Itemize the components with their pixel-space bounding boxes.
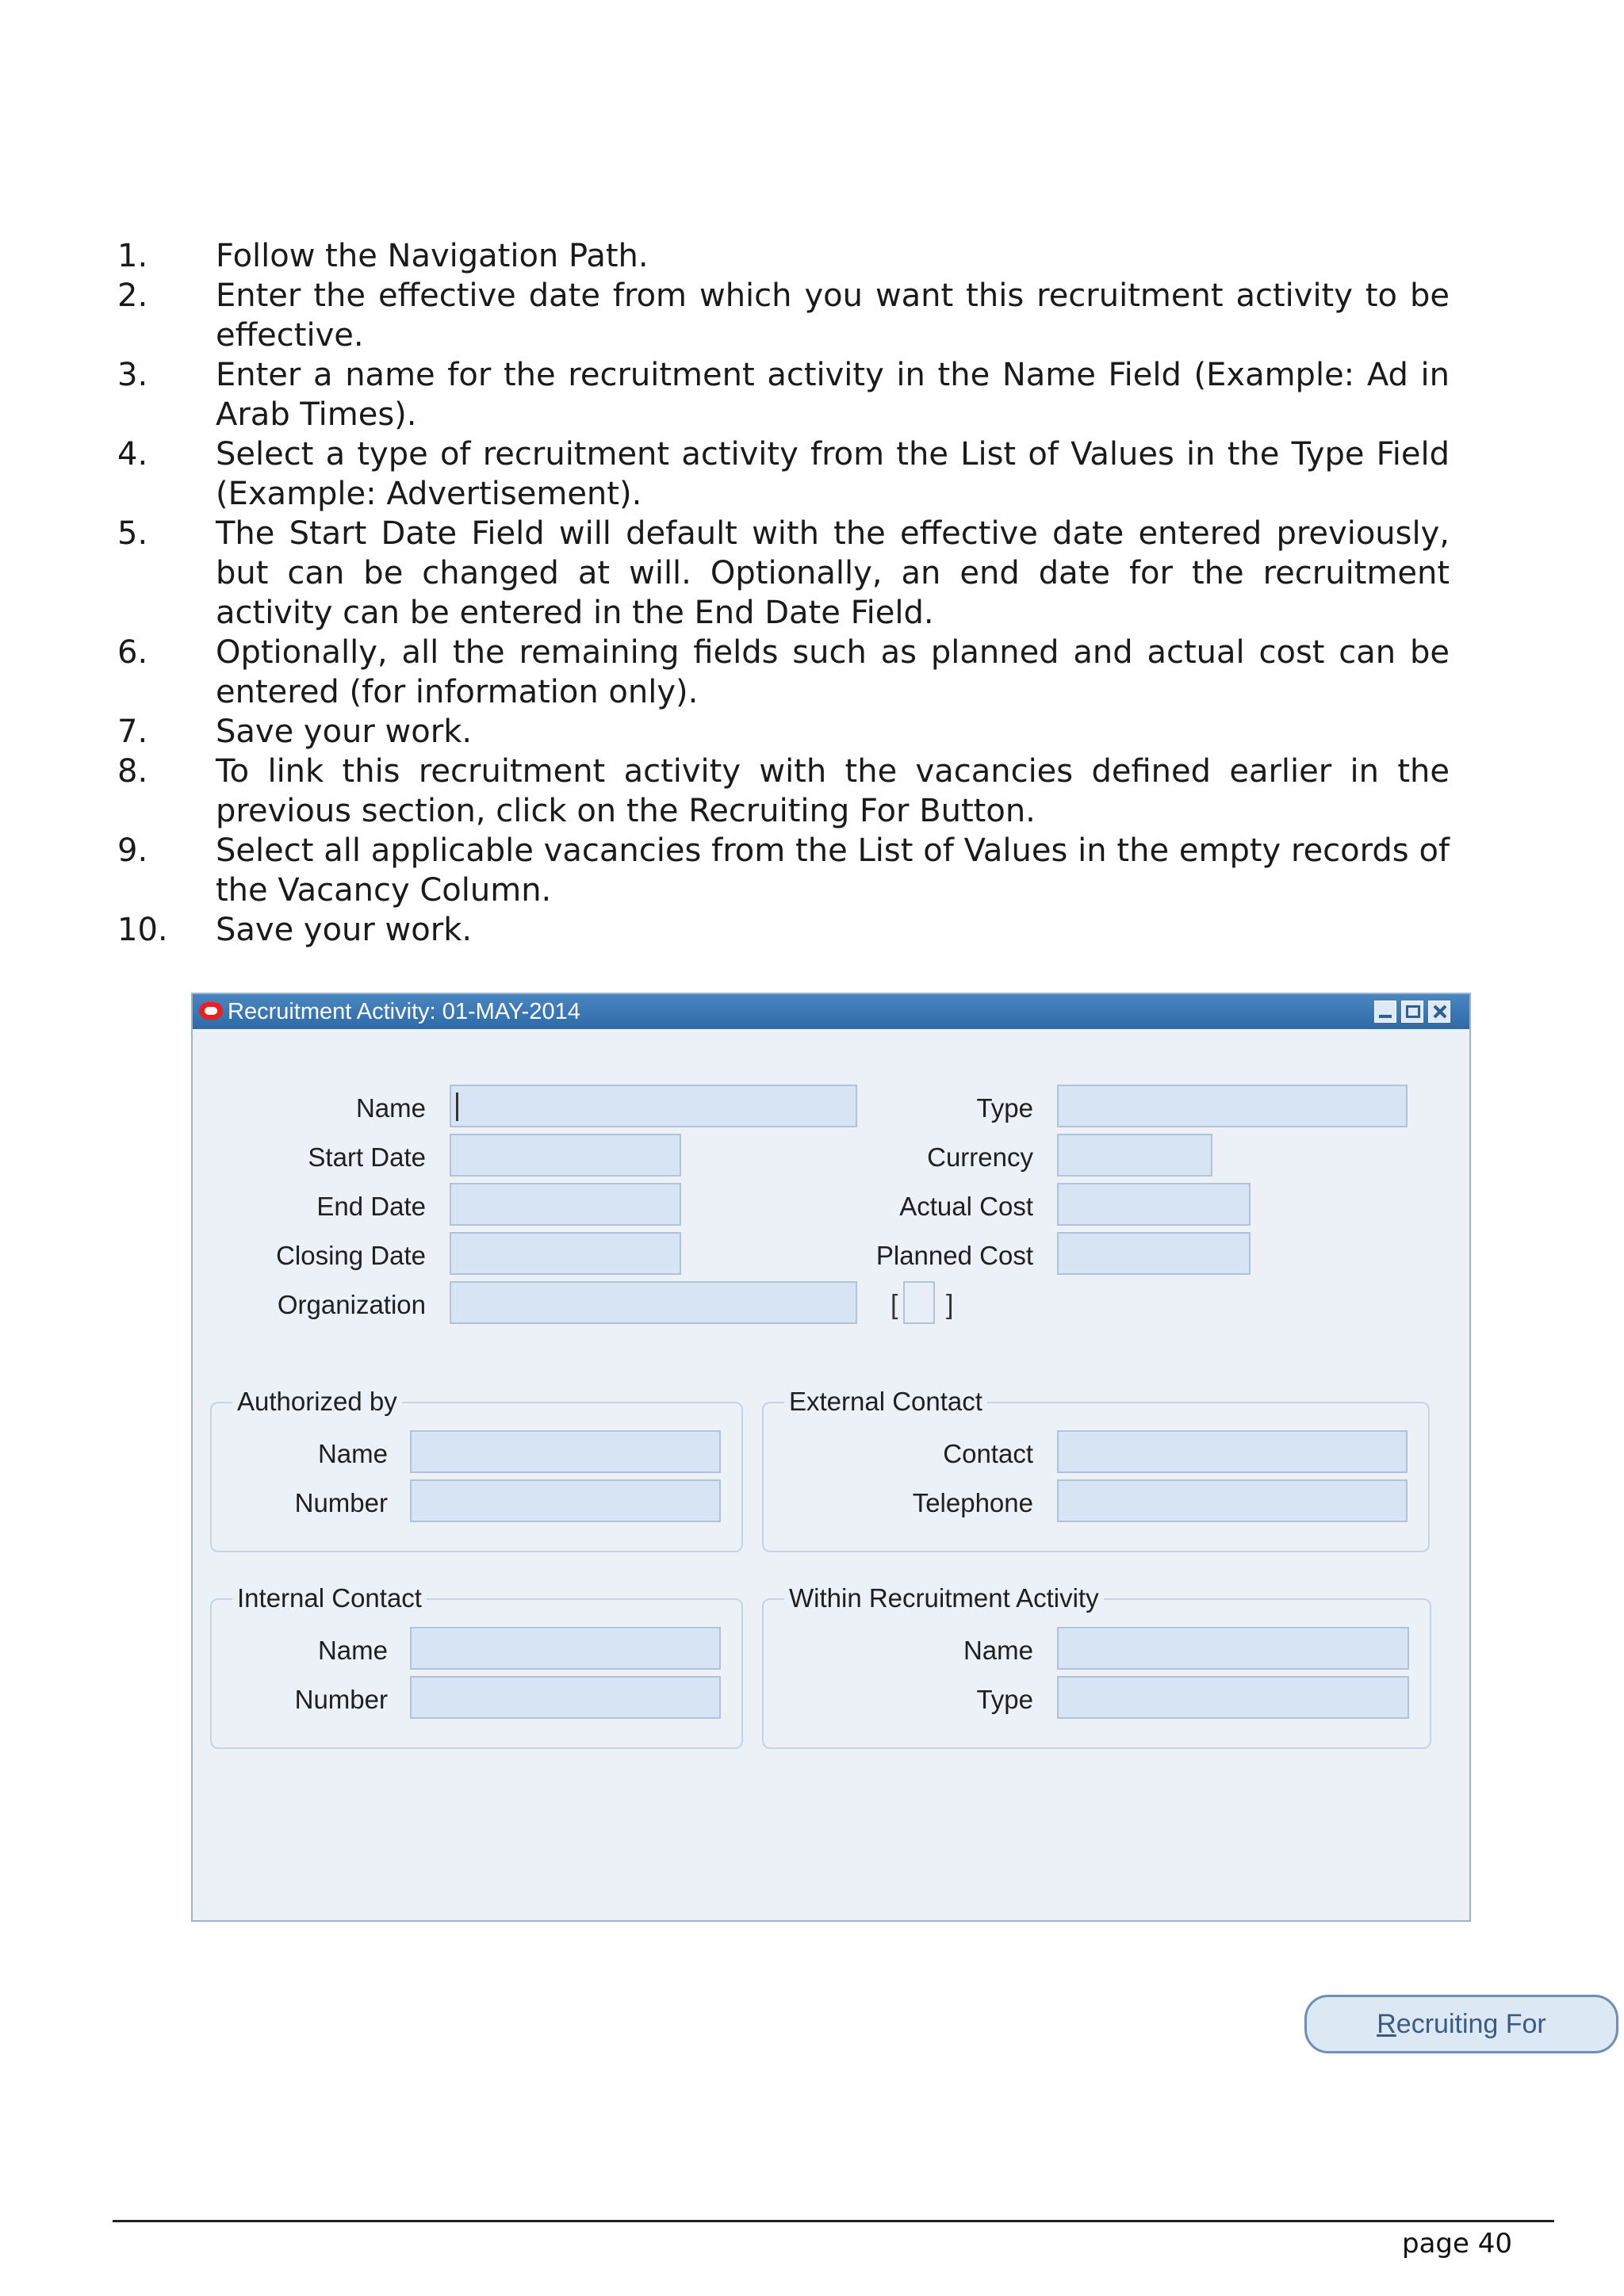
- step-item: [117, 276, 1450, 355]
- within-type-field[interactable]: [1057, 1676, 1409, 1719]
- authorized-number-label: Number: [294, 1488, 388, 1517]
- name-label: Name: [355, 1093, 426, 1123]
- internal-name-field[interactable]: [410, 1627, 721, 1670]
- currency-label: Currency: [927, 1142, 1033, 1172]
- page-number: page 40: [1402, 2228, 1512, 2260]
- closing-date-field[interactable]: [450, 1232, 681, 1275]
- internal-contact-group: [210, 1598, 743, 1749]
- descriptive-flexfield-checkbox[interactable]: [903, 1281, 935, 1324]
- actual-cost-field[interactable]: [1057, 1183, 1251, 1226]
- checkbox-open-bracket: [: [891, 1290, 898, 1320]
- internal-contact-legend: Internal Contact: [232, 1582, 427, 1614]
- start-date-label: Start Date: [308, 1142, 426, 1172]
- start-date-field[interactable]: [450, 1134, 681, 1177]
- window-titlebar[interactable]: [193, 994, 1469, 1029]
- authorized-name-field[interactable]: [410, 1430, 721, 1473]
- checkbox-close-bracket: ]: [946, 1290, 954, 1320]
- planned-cost-label: Planned Cost: [875, 1241, 1033, 1270]
- step-item: [117, 633, 1450, 712]
- footer-rule: [113, 2220, 1554, 2222]
- end-date-label: End Date: [316, 1192, 426, 1221]
- internal-number-label: Number: [294, 1685, 388, 1714]
- step-item: [117, 514, 1450, 633]
- organization-field[interactable]: [450, 1281, 857, 1324]
- step-item: [117, 355, 1450, 434]
- step-text: The Start Date Field will default with the effective date entered previously, but can be changed at will. Optionally, an end date for the recruitment activity can be entered in the End Date Field.: [216, 515, 1450, 631]
- within-name-field[interactable]: [1057, 1627, 1409, 1670]
- within-recruitment-activity-group: [762, 1598, 1431, 1749]
- step-item: [117, 910, 1450, 950]
- external-contact-group: [762, 1402, 1430, 1552]
- authorized-name-label: Name: [317, 1439, 388, 1468]
- within-type-label: Type: [976, 1685, 1033, 1714]
- external-telephone-label: Telephone: [912, 1488, 1033, 1517]
- planned-cost-field[interactable]: [1057, 1232, 1251, 1275]
- authorized-by-legend: Authorized by: [232, 1386, 402, 1418]
- instruction-list: [117, 236, 1450, 950]
- authorized-by-group: [210, 1402, 743, 1552]
- within-name-label: Name: [963, 1636, 1033, 1665]
- closing-date-label: Closing Date: [276, 1241, 426, 1270]
- authorized-number-field[interactable]: [410, 1479, 721, 1522]
- external-contact-field[interactable]: [1057, 1430, 1408, 1473]
- step-item: [117, 434, 1450, 514]
- name-field[interactable]: [450, 1085, 857, 1127]
- step-number: 9.: [117, 832, 148, 869]
- close-icon[interactable]: [1428, 1001, 1450, 1023]
- type-field[interactable]: [1057, 1085, 1408, 1127]
- step-number: 1.: [117, 238, 148, 274]
- maximize-icon[interactable]: [1401, 1001, 1423, 1023]
- step-text: Save your work.: [216, 912, 473, 948]
- step-number: 7.: [117, 714, 148, 750]
- external-telephone-field[interactable]: [1057, 1479, 1408, 1522]
- step-text: Enter a name for the recruitment activity in the Name Field (Example: Ad in Arab Times).: [216, 357, 1450, 433]
- step-number: 6.: [117, 634, 148, 671]
- currency-field[interactable]: [1057, 1134, 1212, 1177]
- window-title: Recruitment Activity: 01-MAY-2014: [228, 999, 580, 1024]
- step-number: 3.: [117, 357, 148, 393]
- recruiting-for-label: ecruiting For: [1396, 2009, 1546, 2039]
- step-text: Follow the Navigation Path.: [216, 238, 649, 274]
- external-contact-label: Contact: [943, 1439, 1033, 1468]
- recruiting-for-button[interactable]: [1304, 1995, 1618, 2053]
- actual-cost-label: Actual Cost: [899, 1192, 1033, 1221]
- step-number: 10.: [117, 912, 168, 948]
- external-contact-legend: External Contact: [784, 1386, 987, 1418]
- within-recruitment-activity-legend: Within Recruitment Activity: [784, 1582, 1104, 1614]
- internal-name-label: Name: [317, 1636, 388, 1665]
- step-text: Select all applicable vacancies from the List of Values in the empty records of the Vacancy Column.: [216, 832, 1450, 909]
- minimize-icon[interactable]: [1374, 1001, 1396, 1023]
- step-text: Select a type of recruitment activity from the List of Values in the Type Field (Example: Advertisement).: [216, 436, 1450, 512]
- type-label: Type: [976, 1093, 1033, 1123]
- step-item: [117, 752, 1450, 831]
- step-item: [117, 712, 1450, 752]
- step-text: Save your work.: [216, 714, 473, 750]
- step-number: 4.: [117, 436, 148, 473]
- internal-number-field[interactable]: [410, 1676, 721, 1719]
- step-text: Optionally, all the remaining fields such as planned and actual cost can be entered (for information only).: [216, 634, 1450, 710]
- recruiting-for-accelerator: R: [1377, 2009, 1396, 2039]
- step-item: [117, 831, 1450, 910]
- step-item: [117, 236, 1450, 276]
- text-cursor: [456, 1093, 458, 1121]
- recruitment-activity-window: [191, 993, 1546, 2039]
- step-number: 2.: [117, 277, 148, 314]
- oracle-logo-icon: [199, 1002, 223, 1020]
- step-text: Enter the effective date from which you want this recruitment activity to be effective.: [216, 277, 1450, 354]
- end-date-field[interactable]: [450, 1183, 681, 1226]
- step-number: 8.: [117, 753, 148, 790]
- organization-label: Organization: [277, 1290, 426, 1319]
- step-text: To link this recruitment activity with the vacancies defined earlier in the previous section, click on the Recruiting For Button.: [216, 753, 1450, 829]
- step-number: 5.: [117, 515, 148, 552]
